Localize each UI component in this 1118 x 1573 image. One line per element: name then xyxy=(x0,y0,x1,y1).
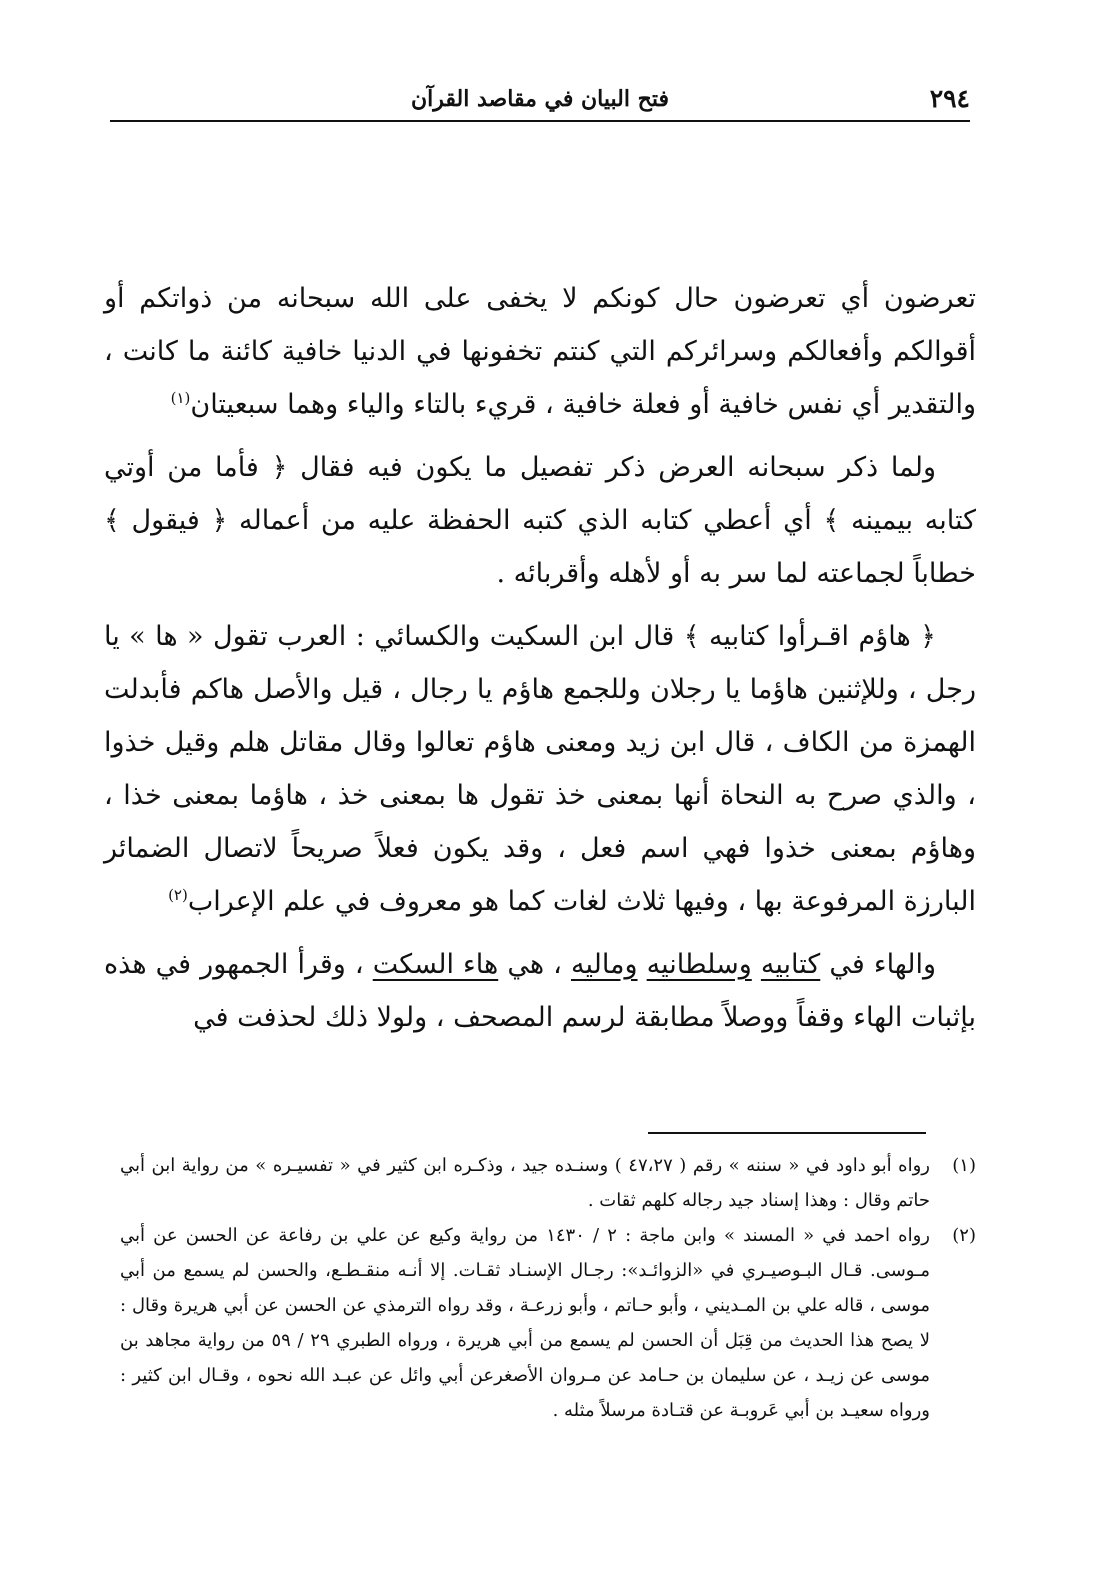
main-text xyxy=(104,272,976,1044)
footnote xyxy=(120,1148,976,1218)
paragraph: ولما ذكر سبحانه العرض ذكر تفصيل ما يكون فيه فقال ﴿ فأما من أوتي كتابه بيمينه ﴾ أي أعطي كتابه الذي كتبه الحفظة عليه من أعماله ﴿ فيقول ﴾ خطاباً لجماعته لما سر به أو لأهله وأقربائه . xyxy=(104,452,976,589)
paragraph-text: تعرضون أي تعرضون حال كونكم لا يخفى على الله سبحانه من ذواتكم أو أقوالكم وأفعالكم وسرائركم التي كنتم تخفونها في الدنيا خافية كائنة ما كانت ، والتقدير أي نفس خافية أو فعلة خافية ، قريء بالتاء والياء وهما سبعيتان xyxy=(104,283,976,420)
footnote-number: (١) xyxy=(952,1155,976,1176)
page-header xyxy=(110,82,970,118)
underlined-word: وماليه xyxy=(570,949,638,980)
underlined-phrase: هاء السكت xyxy=(372,949,499,980)
footnote-text: رواه أبو داود في « سننه » رقم ( ٤٧،٢٧ ) وسنـده جيد ، وذكـره ابن كثير في « تفسيـره » من رواية ابن أبي حاتم وقال : وهذا إسناد جيد رجاله كلهم ثقات . xyxy=(120,1155,930,1211)
paragraph xyxy=(104,610,976,928)
footnote-ref: (٢) xyxy=(168,886,188,904)
underlined-word: كتابيه xyxy=(760,949,821,980)
footnote xyxy=(120,1218,976,1428)
paragraph xyxy=(104,272,976,431)
space xyxy=(752,949,761,980)
footnote-ref: (١) xyxy=(170,389,191,407)
space xyxy=(638,949,647,980)
footnotes xyxy=(120,1148,976,1428)
paragraph-text: ، هي xyxy=(498,949,571,980)
paragraph-text: ، وقرأ الجمهور في هذه بإثبات الهاء وقفاً ووصلاً مطابقة لرسم المصحف ، ولولا ذلك لحذفت في xyxy=(104,949,976,1033)
page-number: ٢٩٤ xyxy=(929,84,970,113)
paragraph-text: والهاء في xyxy=(820,949,937,980)
paragraph xyxy=(104,938,976,1044)
running-title: فتح البيان في مقاصد القرآن xyxy=(411,86,669,112)
footnote-text: رواه احمد في « المسند » وابن ماجة : ٢ / ١٤٣٠ من رواية وكيع عن علي بن رفاعة عن الحسن عن أبي مـوسى. قـال البـوصيـري في «الزوائـد»: رجـال الإسنـاد ثقـات. إلا أنـه منقـطـع، والحسن لم يسمع من أبي موسى ، قاله علي بن المـديني ، وأبو حـاتم ، وأبو زرعـة ، وقد رواه الترمذي عن الحسن عن أبي هريرة وقال : لا يصح هذا الحديث من قِبَل أن الحسن لم يسمع من أبي هريرة ، ورواه الطبري ٢٩ / ٥٩ من رواية مجاهد بن موسى عن زيـد ، عن سليمان بن حـامد عن مـروان الأصغرعن أبي وائل عن عبـد الله نحوه ، وقـال ابن كثير : ورواه سعيـد بن أبي عَروبـة عن قتـادة مرسلاً مثله . xyxy=(120,1225,930,1421)
underlined-word: وسلطانيه xyxy=(646,949,752,980)
paragraph-text: ﴿ هاؤم اقـرأوا كتابيه ﴾ قال ابن السكيت والكسائي : العرب تقول « ها » يا رجل ، وللإثنين هاؤما يا رجلان وللجمع هاؤم يا رجال ، قيل والأصل هاكم فأبدلت الهمزة من الكاف ، قال ابن زيد ومعنى هاؤم تعالوا وقال مقاتل هلم وقيل خذوا ، والذي صرح به النحاة أنها بمعنى خذ تقول ها بمعنى خذ ، هاؤما بمعنى خذا ، وهاؤم بمعنى خذوا فهي اسم فعل ، وقد يكون فعلاً صريحاً لاتصال الضمائر البارزة المرفوعة بها ، وفيها ثلاث لغات كما هو معروف في علم الإعراب xyxy=(104,621,976,917)
header-rule xyxy=(110,120,970,122)
footnote-number: (٢) xyxy=(952,1225,976,1246)
footnote-separator xyxy=(648,1132,926,1134)
